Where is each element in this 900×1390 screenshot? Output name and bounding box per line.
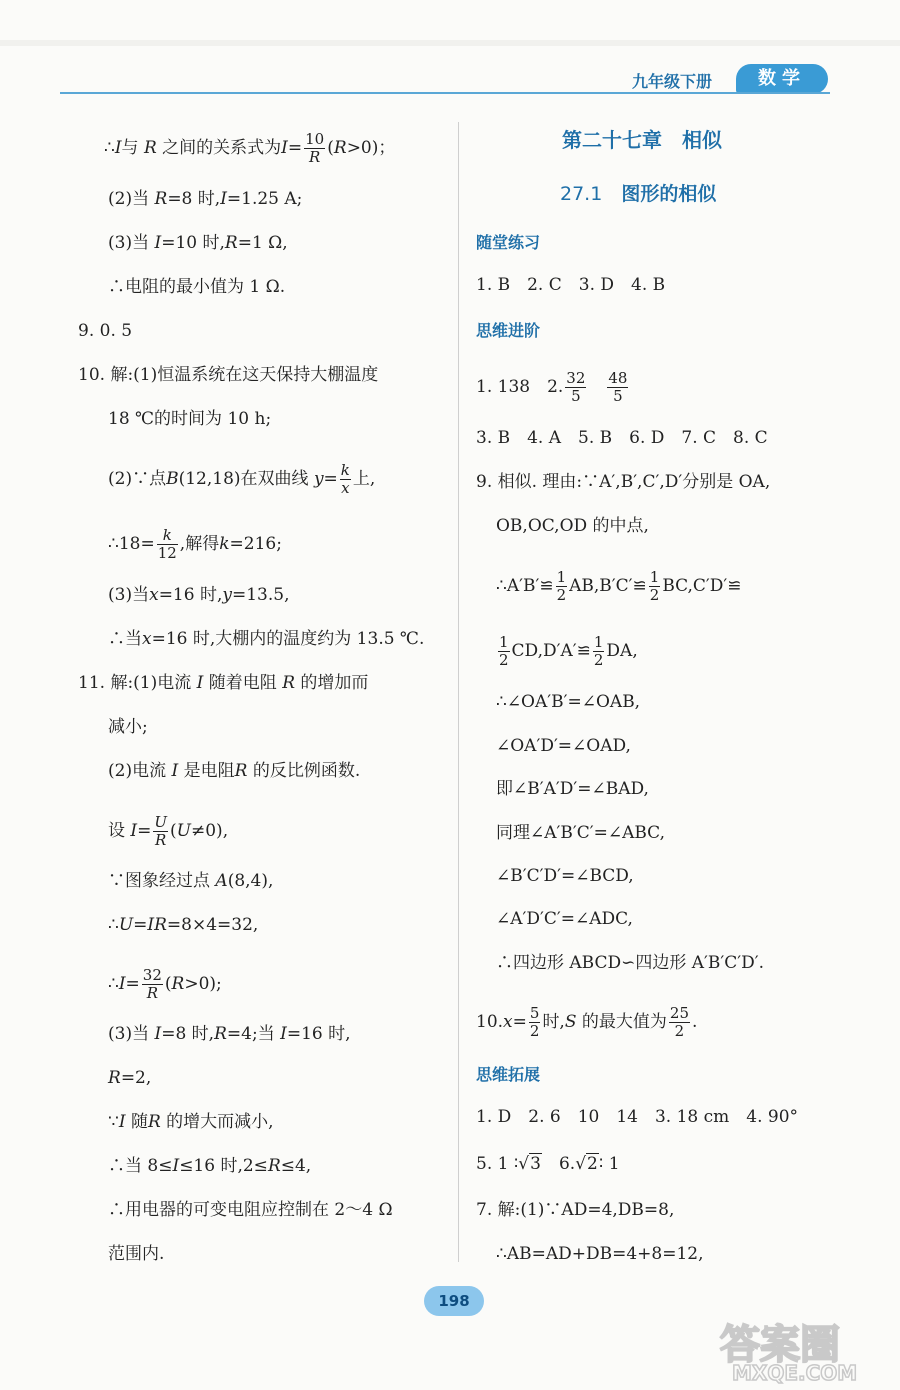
fraction: $\frac{1}{2}$ [556, 568, 567, 604]
left-line-21: ∵I 随R 的增大而减小, [108, 1112, 274, 1132]
left-line-8: (2)∵点B(12,18)在双曲线 y= $\frac{k}{x}$ 上, [108, 461, 376, 497]
right-line-3: 3. B 4. A 5. B 6. D 7. C 8. C [476, 428, 768, 448]
sqrt: √3 [518, 1154, 541, 1174]
left-line-2: (2)当 R=8 时,I=1.25 A; [108, 189, 303, 209]
right-line-13: ∠A′D′C′=∠ADC, [496, 909, 633, 929]
column-divider [458, 122, 459, 1262]
section-heading-practice: 随堂练习 [476, 233, 541, 252]
left-line-11: ∴当x=16 时,大棚内的温度约为 13.5 ℃. [108, 629, 425, 649]
left-line-18: ∴I= $\frac{32}{R}$ (R>0); [108, 966, 222, 1002]
fraction: $\frac{k}{x}$ [340, 461, 350, 497]
right-line-16: 1. D 2. 6 10 14 3. 18 cm 4. 90° [476, 1107, 799, 1127]
left-line-7: 18 ℃的时间为 10 h; [108, 409, 272, 429]
right-line-1: 1. B 2. C 3. D 4. B [476, 275, 666, 295]
left-line-15: 设 I= $\frac{U}{R}$ (U≠0), [108, 813, 229, 849]
fraction: $\frac{10}{R}$ [305, 130, 325, 166]
subject-badge: 数学 [736, 64, 828, 94]
left-line-22: ∴当 8≤I≤16 时,2≤R≤4, [108, 1156, 312, 1176]
right-line-11: 同理∠A′B′C′=∠ABC, [496, 823, 665, 843]
header-band [0, 40, 900, 46]
right-line-18: 7. 解:(1)∵AD=4,DB=8, [476, 1200, 675, 1220]
right-line-4: 9. 相似. 理由:∵A′,B′,C′,D′分别是 OA, [476, 472, 771, 492]
right-line-12: ∠B′C′D′=∠BCD, [496, 866, 634, 886]
fraction: $\frac{48}{5}$ [608, 369, 628, 405]
right-line-6: ∴A′B′≌ $\frac{1}{2}$ AB,B′C′≌ $\frac{1}{2}$ BC,C′D′≌ [496, 568, 742, 604]
right-line-5: OB,OC,OD 的中点, [496, 516, 649, 536]
section-title: 27.1 图形的相似 [560, 183, 717, 205]
fraction: $\frac{5}{2}$ [529, 1004, 540, 1040]
grade-label: 九年级下册 [632, 72, 713, 91]
right-line-10: 即∠B′A′D′=∠BAD, [496, 779, 649, 799]
right-line-15: 10.x= $\frac{5}{2}$ 时,S 的最大值为 $\frac{25}{2}$ . [476, 1004, 698, 1040]
left-line-10: (3)当x=16 时,y=13.5, [108, 585, 290, 605]
right-line-9: ∠OA′D′=∠OAD, [496, 736, 631, 756]
fraction: $\frac{1}{2}$ [593, 633, 604, 669]
watermark-logo [716, 1318, 894, 1384]
left-line-24: 范围内. [108, 1244, 165, 1264]
svg-text:答案圈: 答案圈 [720, 1322, 840, 1368]
left-line-6: 10. 解:(1)恒温系统在这天保持大棚温度 [78, 365, 379, 385]
section-heading-advanced: 思维进阶 [476, 321, 541, 340]
fraction: $\frac{32}{5}$ [566, 369, 586, 405]
left-line-4: ∴电阻的最小值为 1 Ω. [108, 277, 286, 297]
right-line-17: 5. 1 ∶√3 6.√2∶ 1 [476, 1154, 620, 1174]
left-line-19: (3)当 I=8 时,R=4;当 I=16 时, [108, 1024, 351, 1044]
left-line-23: ∴用电器的可变电阻应控制在 2～4 Ω [108, 1200, 393, 1220]
left-line-16: ∵图象经过点 A(8,4), [108, 871, 274, 891]
right-line-19: ∴AB=AD+DB=4+8=12, [496, 1244, 704, 1264]
fraction: $\frac{1}{2}$ [649, 568, 660, 604]
left-line-3: (3)当 I=10 时,R=1 Ω, [108, 233, 288, 253]
section-heading-extension: 思维拓展 [476, 1065, 541, 1084]
header-rule [60, 92, 830, 94]
left-line-17: ∴U=IR=8×4=32, [108, 915, 259, 935]
right-line-8: ∴∠OA′B′=∠OAB, [496, 692, 641, 712]
left-line-12: 11. 解:(1)电流 I 随着电阻 R 的增加而 [78, 673, 369, 693]
right-line-2: 1. 138 2. $\frac{32}{5}$ $\frac{48}{5}$ [476, 369, 628, 405]
fraction: $\frac{k}{12}$ [157, 526, 177, 562]
page-number: 198 [424, 1286, 484, 1316]
left-line-20: R=2, [108, 1068, 152, 1088]
fraction: $\frac{25}{2}$ [669, 1004, 689, 1040]
chapter-title: 第二十七章 相似 [562, 128, 722, 152]
sqrt: √2 [575, 1154, 598, 1174]
left-line-13: 减小; [108, 717, 148, 737]
fraction: $\frac{1}{2}$ [499, 633, 509, 669]
left-line-1: ∴I与 R 之间的关系式为I= $\frac{10}{R}$ (R>0)； [104, 130, 396, 166]
right-line-14: ∴四边形 ABCD∽四边形 A′B′C′D′. [496, 953, 765, 973]
left-line-9: ∴18= $\frac{k}{12}$ ,解得k=216; [108, 526, 282, 562]
left-line-14: (2)电流 I 是电阻R 的反比例函数. [108, 761, 361, 781]
fraction: $\frac{32}{R}$ [142, 966, 162, 1002]
right-line-7: $\frac{1}{2}$ CD,D′A′≌ $\frac{1}{2}$ DA, [499, 633, 638, 669]
left-line-5: 9. 0. 5 [78, 321, 133, 341]
svg-text:MXQE.COM: MXQE.COM [732, 1361, 858, 1384]
fraction: $\frac{U}{R}$ [154, 813, 168, 849]
